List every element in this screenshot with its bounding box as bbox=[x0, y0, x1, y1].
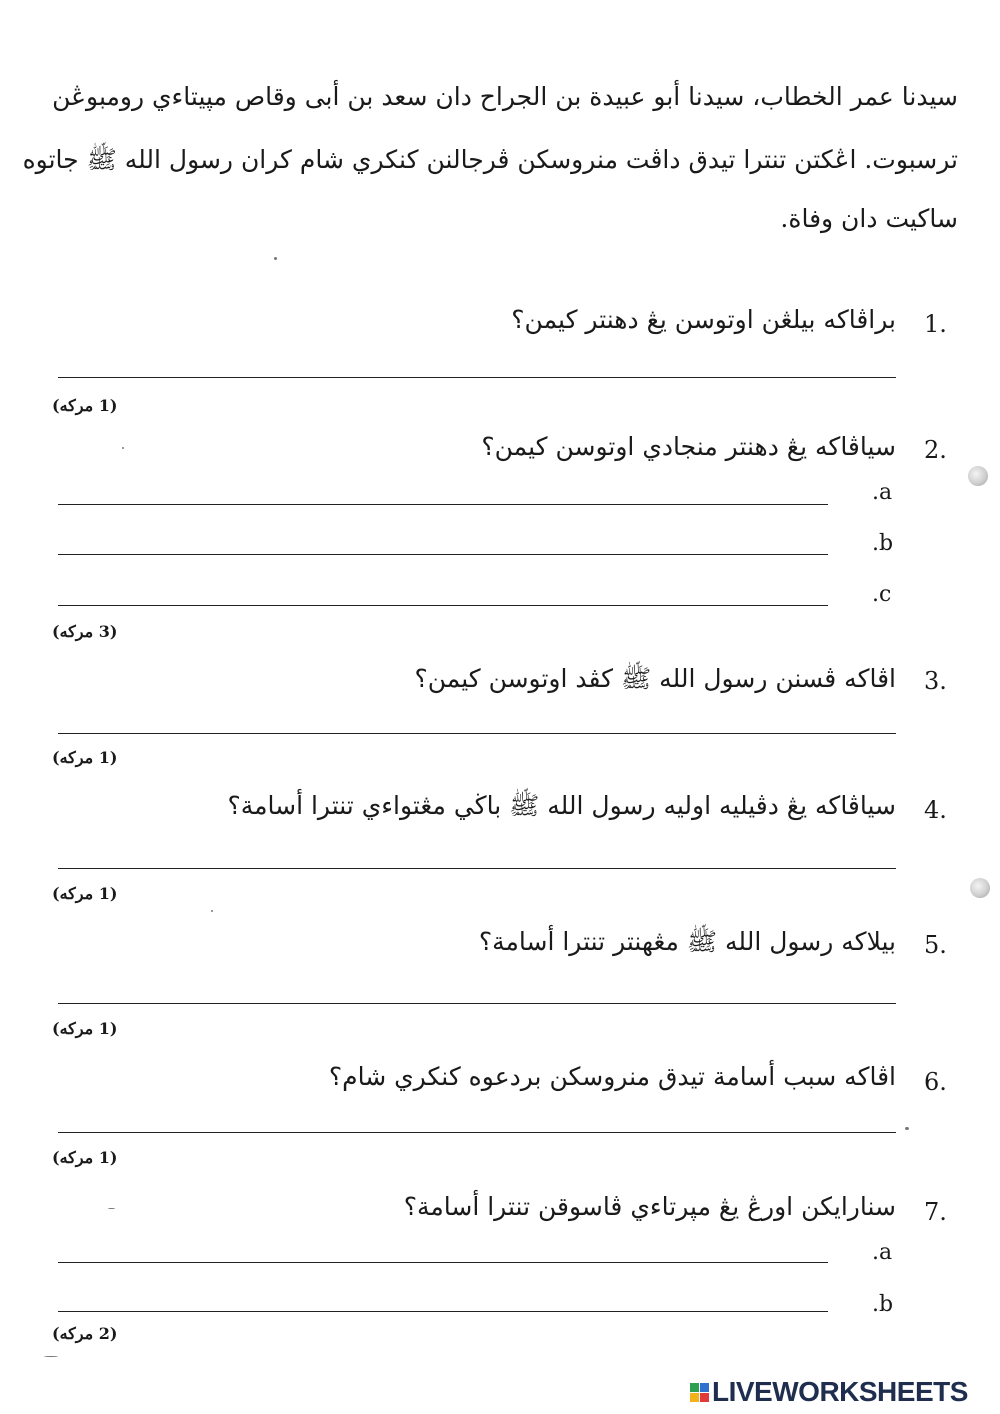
logo-text: LIVEWORKSHEETS bbox=[712, 1376, 968, 1407]
option-label: .c bbox=[872, 582, 892, 607]
answer-line[interactable] bbox=[58, 868, 896, 869]
mark-label: (3 مركه) bbox=[52, 622, 118, 641]
question-number: 7. bbox=[924, 1198, 947, 1226]
answer-line[interactable] bbox=[58, 1132, 896, 1133]
option-label: .b bbox=[872, 1292, 894, 1317]
intro-line: ساكيت دان وفاة. bbox=[780, 204, 958, 233]
logo-square bbox=[690, 1383, 699, 1392]
intro-line: ترسبوت. اڠكتن تنترا تيدق داڤت منروسكن ڤرجالنن كنكري شام كران رسول الله ﷺ جاتوه bbox=[22, 145, 958, 174]
mark-label: (1 مركه) bbox=[52, 1019, 118, 1038]
option-label: .a bbox=[872, 1240, 893, 1265]
answer-line[interactable] bbox=[58, 605, 828, 606]
question-number: 6. bbox=[924, 1068, 947, 1096]
question-number: 3. bbox=[924, 667, 947, 695]
answer-line[interactable] bbox=[58, 1311, 828, 1312]
mark-label: (2 مركه) bbox=[52, 1324, 118, 1343]
mark-label: (1 مركه) bbox=[52, 748, 118, 767]
question-number: 4. bbox=[924, 796, 947, 824]
speck bbox=[108, 1208, 115, 1209]
question-text: اڤاكه ڤسنن رسول الله ﷺ كڤد اوتوسن كيمن؟ bbox=[414, 664, 896, 693]
mark-label: (1 مركه) bbox=[52, 396, 118, 415]
question-number: 2. bbox=[924, 436, 947, 464]
speck bbox=[122, 447, 124, 449]
answer-line[interactable] bbox=[58, 1262, 828, 1263]
option-label: .a bbox=[872, 480, 893, 505]
speck bbox=[211, 910, 213, 912]
logo-square bbox=[700, 1393, 709, 1402]
question-number: 5. bbox=[924, 931, 947, 959]
question-text: سياڤاكه يڠ دڤيليه اوليه رسول الله ﷺ باڬي مڠتواءي تنترا أسامة؟ bbox=[227, 791, 896, 820]
answer-line[interactable] bbox=[58, 1003, 896, 1004]
question-text: سياڤاكه يڠ دهنتر منجادي اوتوسن كيمن؟ bbox=[481, 432, 896, 461]
mark-label: (1 مركه) bbox=[52, 884, 118, 903]
punch-hole bbox=[970, 878, 990, 898]
answer-line[interactable] bbox=[58, 377, 896, 378]
option-label: .b bbox=[872, 531, 894, 556]
intro-line: سيدنا عمر الخطاب، سيدنا أبو عبيدة بن الجراح دان سعد بن أبى وقاص مپيتاءي رومبوڠن bbox=[52, 82, 958, 111]
question-text: بيلاكه رسول الله ﷺ مڠهنتر تنترا أسامة؟ bbox=[478, 927, 896, 956]
question-text: اڤاكه سبب أسامة تيدق منروسكن بردعوه كنكري شام؟ bbox=[328, 1062, 896, 1091]
logo-mark bbox=[690, 1383, 709, 1402]
speck bbox=[274, 257, 277, 260]
logo-square bbox=[700, 1383, 709, 1392]
speck bbox=[44, 1356, 58, 1357]
question-number: 1. bbox=[924, 310, 947, 338]
question-text: سنارايكن اورڠ يڠ مپرتاءي ڤاسوقن تنترا أسامة؟ bbox=[403, 1192, 896, 1221]
liveworksheets-logo[interactable] bbox=[690, 1376, 968, 1408]
punch-hole bbox=[968, 466, 988, 486]
logo-square bbox=[690, 1393, 699, 1402]
answer-line[interactable] bbox=[58, 733, 896, 734]
answer-line[interactable] bbox=[58, 554, 828, 555]
answer-line[interactable] bbox=[58, 504, 828, 505]
question-text: براڤاكه بيلڠن اوتوسن يڠ دهنتر كيمن؟ bbox=[511, 305, 896, 334]
mark-label: (1 مركه) bbox=[52, 1148, 118, 1167]
speck bbox=[905, 1127, 909, 1130]
